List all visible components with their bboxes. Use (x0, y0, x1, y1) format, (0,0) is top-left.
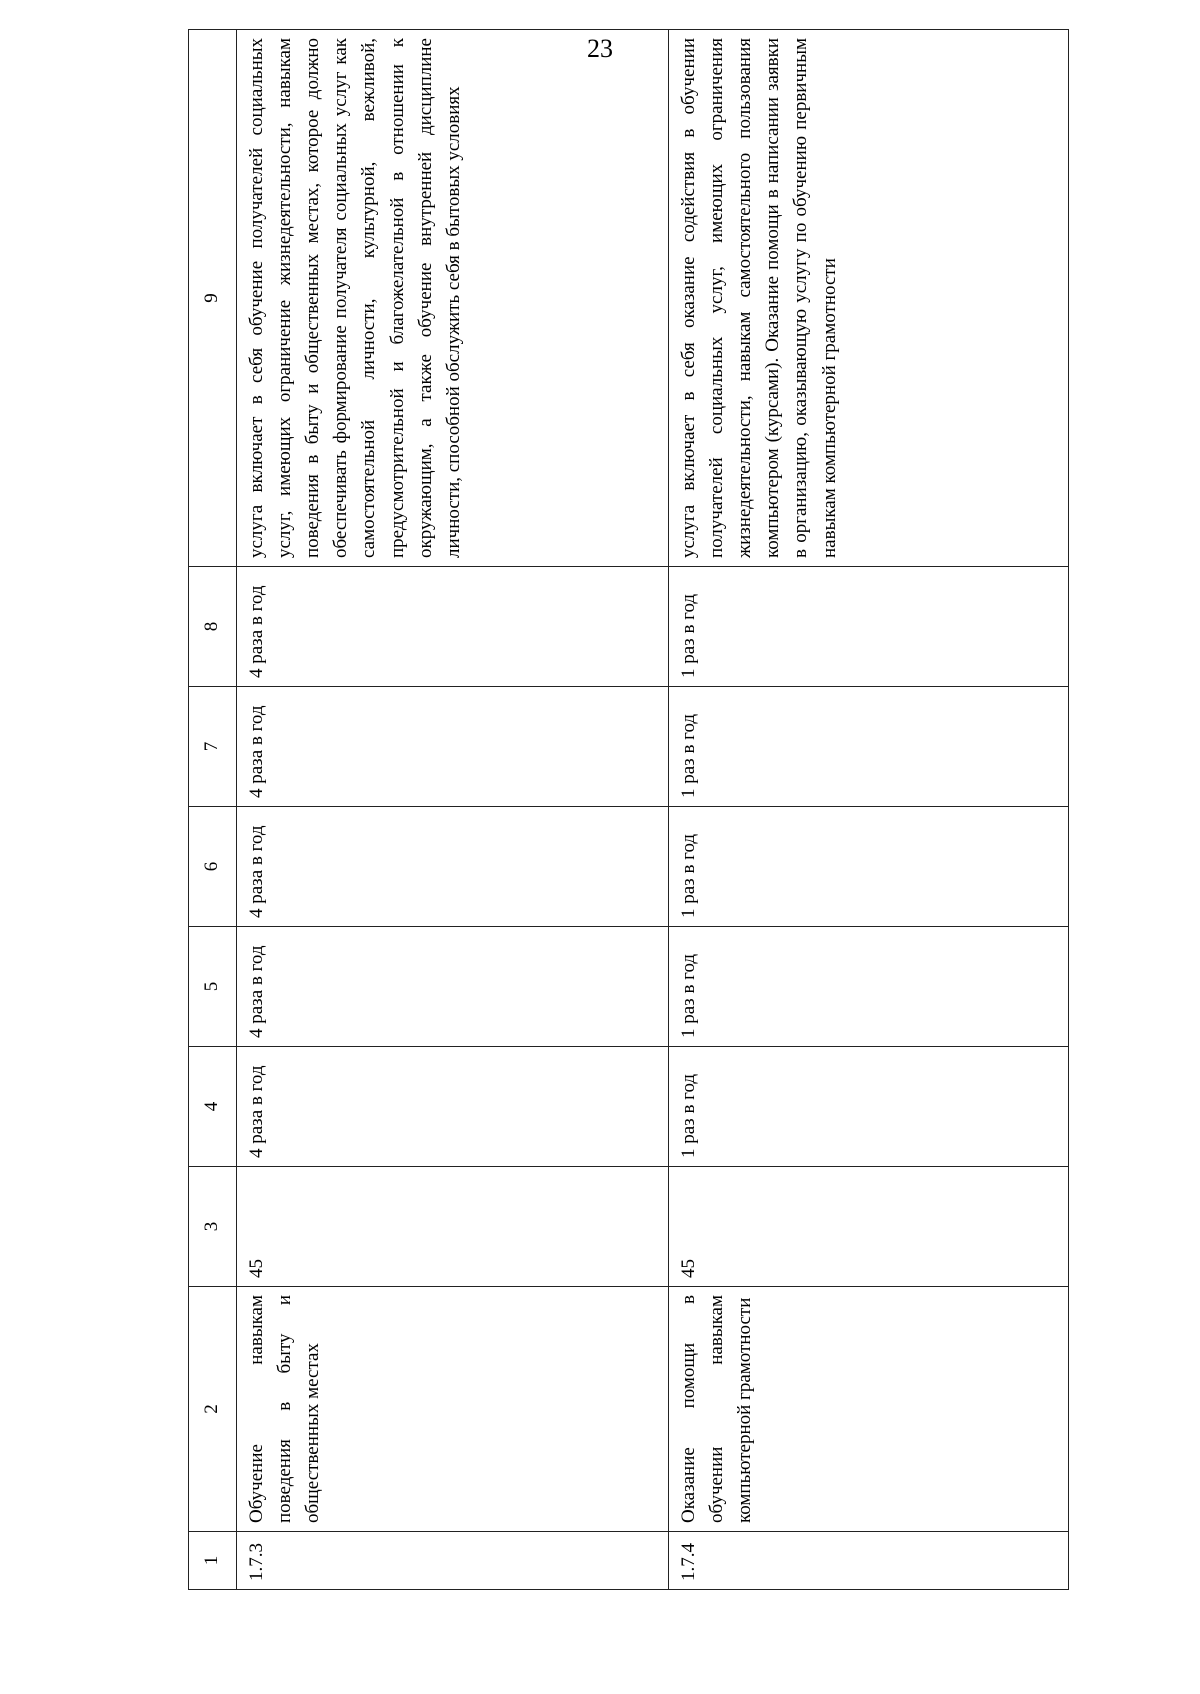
row-col6-value: 1 раз в год (669, 807, 1069, 927)
rotated-table-container (188, 38, 1068, 1590)
header-col-7: 7 (189, 687, 237, 807)
row-description: услуга включает в себя оказание содействия в обучении получателей социальных услуг, имеющих ограничения жизнедеятельности, навыкам самостоятельного пользования компьютером (курсами). Оказание помощи в написании заявки в организацию, оказывающую услугу по обучению первичным навыкам компьютерной грамотности (669, 30, 1069, 567)
row-code: 1.7.4 (669, 1532, 1069, 1590)
header-col-2: 2 (189, 1287, 237, 1532)
row-col4-value: 1 раз в год (669, 1047, 1069, 1167)
header-col-8: 8 (189, 567, 237, 687)
row-col8-value: 1 раз в год (669, 567, 1069, 687)
row-code: 1.7.3 (237, 1532, 669, 1590)
header-col-3: 3 (189, 1167, 237, 1287)
row-description: услуга включает в себя обучение получателей социальных услуг, имеющих ограничение жизнедеятельности, навыкам поведения в быту и общественных местах, которое должно обеспечивать формирование получателя социальных услуг как самостоятельной личности, культурной, вежливой, предусмотрительной и благожелательной в отношении к окружающим, а также обучение внутренней дисциплине личности, способной обслужить себя в бытовых условиях (237, 30, 669, 567)
page-number: 23 (587, 34, 613, 63)
header-row (189, 30, 237, 1590)
row-col8-value: 4 раза в год (237, 567, 669, 687)
header-col-5: 5 (189, 927, 237, 1047)
row-col3-value: 45 (669, 1167, 1069, 1287)
row-col7-value: 1 раз в год (669, 687, 1069, 807)
header-col-4: 4 (189, 1047, 237, 1167)
table-row (237, 30, 669, 1590)
row-col5-value: 4 раза в год (237, 927, 669, 1047)
row-col7-value: 4 раза в год (237, 687, 669, 807)
table-row (669, 30, 1069, 1590)
row-service-name: Оказание помощи в обучении навыкам компьютерной грамотности (669, 1287, 1069, 1532)
header-col-9: 9 (189, 30, 237, 567)
row-service-name: Обучение навыкам поведения в быту и общественных местах (237, 1287, 669, 1532)
services-table (188, 29, 1069, 1590)
row-col3-value: 45 (237, 1167, 669, 1287)
row-col6-value: 4 раза в год (237, 807, 669, 927)
header-col-1: 1 (189, 1532, 237, 1590)
row-col5-value: 1 раз в год (669, 927, 1069, 1047)
row-col4-value: 4 раза в год (237, 1047, 669, 1167)
header-col-6: 6 (189, 807, 237, 927)
